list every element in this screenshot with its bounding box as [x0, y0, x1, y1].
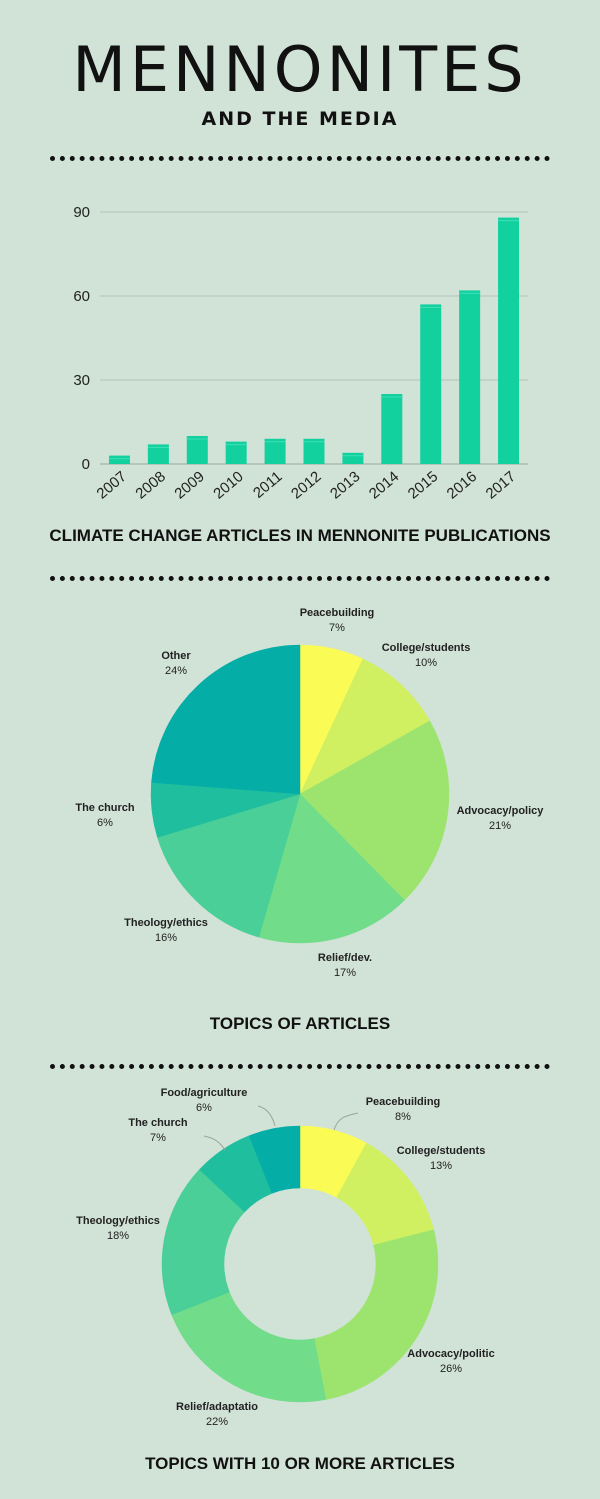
bar [420, 304, 441, 464]
slice-percent: 22% [205, 1416, 229, 1428]
bar [342, 453, 363, 464]
x-tick-label: 2007 [93, 468, 131, 503]
leader-line [258, 1106, 275, 1126]
slice-percent: 21% [488, 820, 512, 832]
page-subtitle: AND THE MEDIA [201, 108, 399, 130]
slice-label: Relief/dev. [317, 952, 373, 964]
x-tick-label: 2013 [326, 468, 364, 503]
x-tick-label: 2016 [443, 468, 481, 503]
bar [109, 456, 130, 464]
x-tick-label: 2008 [132, 468, 169, 503]
y-tick-label: 60 [73, 288, 90, 305]
x-tick-label: 2009 [171, 468, 208, 503]
bar [187, 436, 208, 464]
slice-percent: 7% [329, 622, 345, 634]
bar [498, 218, 519, 464]
x-tick-label: 2011 [250, 468, 286, 502]
dotted-divider [50, 156, 550, 161]
slice-label: The church [75, 802, 135, 814]
slice-percent: 8% [395, 1111, 411, 1123]
slice-label: Theology/ethics [124, 917, 208, 929]
slice-percent: 16% [154, 932, 178, 944]
dotted-divider [50, 1064, 550, 1069]
x-tick-label: 2015 [404, 468, 442, 503]
bar [265, 439, 286, 464]
leader-line [204, 1136, 225, 1150]
x-tick-label: 2012 [288, 468, 325, 503]
slice-label: Peacebuilding [365, 1096, 441, 1108]
slice-percent: 6% [196, 1102, 212, 1114]
bar [459, 290, 480, 464]
leader-line [334, 1113, 358, 1130]
slice-label: The church [128, 1117, 188, 1129]
slice-percent: 26% [439, 1363, 463, 1375]
donut-chart-title: TOPICS WITH 10 OR MORE ARTICLES [145, 1454, 455, 1473]
y-tick-label: 30 [73, 372, 90, 389]
slice-percent: 18% [106, 1230, 130, 1242]
dotted-divider [50, 576, 550, 581]
slice [172, 1292, 326, 1402]
x-tick-label: 2014 [365, 468, 403, 503]
slice-label: Advocacy/policy [456, 805, 544, 817]
x-tick-label: 2010 [210, 468, 247, 503]
bar-chart-title: CLIMATE CHANGE ARTICLES IN MENNONITE PUBLICATIONS [49, 526, 551, 545]
slice-label: Relief/adaptatio [176, 1401, 258, 1413]
slice-label: College/students [396, 1145, 486, 1157]
page-title: MENNONITES [72, 33, 528, 106]
slice-percent: 7% [150, 1132, 166, 1144]
slice-percent: 6% [97, 817, 113, 829]
slice-percent: 13% [429, 1160, 453, 1172]
slice-percent: 10% [414, 657, 438, 669]
slice-percent: 24% [164, 665, 188, 677]
slice-label: Food/agriculture [160, 1087, 248, 1099]
y-tick-label: 90 [73, 204, 90, 221]
slice-label: Theology/ethics [76, 1215, 160, 1227]
pie-chart [0, 596, 600, 996]
slice-label: Other [161, 650, 191, 662]
slice-label: Peacebuilding [299, 607, 375, 619]
slice-label: Advocacy/politic [407, 1348, 495, 1360]
x-tick-label: 2017 [482, 468, 520, 503]
bar-chart [0, 190, 600, 530]
y-tick-label: 0 [81, 456, 90, 473]
slice-percent: 17% [333, 967, 357, 979]
bar [381, 394, 402, 464]
slice-label: College/students [381, 642, 471, 654]
bar [304, 439, 325, 464]
donut-chart [0, 1080, 600, 1430]
pie-chart-title: TOPICS OF ARTICLES [209, 1014, 391, 1033]
slice [314, 1230, 438, 1400]
